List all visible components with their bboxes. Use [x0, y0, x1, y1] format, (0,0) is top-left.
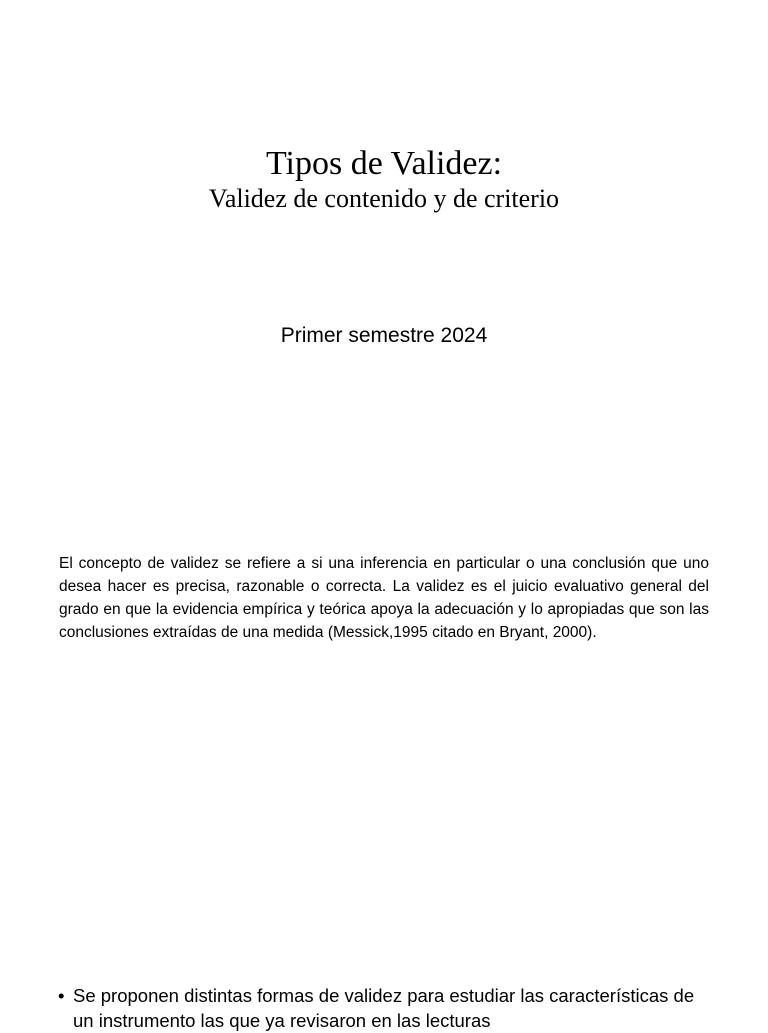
- semester-label: Primer semestre 2024: [280, 324, 488, 347]
- bullet-item: [58, 983, 708, 1033]
- page-subtitle: Validez de contenido y de criterio: [208, 184, 560, 213]
- title-block: [0, 144, 768, 214]
- bullet-text: Se proponen distintas formas de validez para estudiar las características de un instrumento las que ya revisaron en las lecturas: [73, 985, 695, 1031]
- bullet-list: [58, 983, 708, 1033]
- bullet-marker: •: [58, 985, 65, 1006]
- definition-paragraph: El concepto de validez se refiere a si una inferencia en particular o una conclusión que uno desea hacer es precisa, razonable o correcta. La validez es el juicio evaluativo general del grado en que la evidencia empírica y teórica apoya la adecuación y lo apropiadas que son las conclusiones extraídas de una medida (Messick,1995 citado en Bryant, 2000).: [59, 555, 709, 641]
- page-title: Tipos de Validez:: [265, 145, 503, 182]
